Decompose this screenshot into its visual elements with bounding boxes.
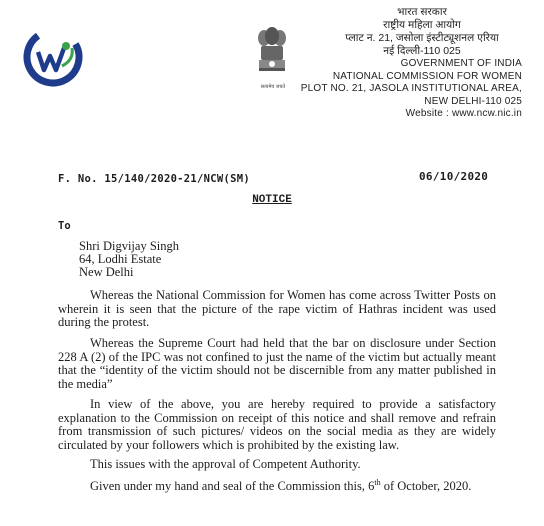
- ncw-logo-icon: [22, 26, 84, 88]
- to-label: To: [58, 220, 71, 232]
- emblem-caption: सत्यमेव जयते: [260, 84, 286, 90]
- closing-text-end: of October, 2020.: [380, 479, 472, 493]
- paragraph: Whereas the National Commission for Women has come across Twitter Posts on wherein it is seen that the picture of the rape victim of Hathras incident was used during the protest.: [58, 288, 496, 329]
- closing-paragraph: [58, 477, 496, 494]
- addressee-line: New Delhi: [79, 265, 134, 279]
- english-line: GOVERNMENT OF INDIA: [400, 58, 522, 69]
- english-line: NATIONAL COMMISSION FOR WOMEN: [332, 70, 522, 82]
- closing-text: Given under my hand and seal of the Commission this, 6: [90, 479, 375, 493]
- addressee-block: [79, 240, 179, 279]
- english-line: PLOT NO. 21, JASOLA INSTITUTIONAL AREA,: [300, 83, 522, 94]
- hindi-line: भारत सरकार: [397, 6, 447, 18]
- notice-title: NOTICE: [252, 194, 292, 206]
- letter-date: 06/10/2020: [419, 170, 489, 183]
- english-line: NEW DELHI-110 025: [424, 95, 522, 107]
- file-number: F. No. 15/140/2020-21/NCW(SM): [58, 173, 251, 185]
- closing-superscript: th: [374, 477, 381, 487]
- paragraph: This issues with the approval of Competent Authority.: [90, 457, 361, 471]
- english-address: [282, 58, 522, 121]
- letterhead: [282, 6, 522, 121]
- website-line: Website : www.ncw.nic.in: [405, 108, 522, 119]
- hindi-address: [282, 6, 522, 58]
- hindi-line: नई दिल्ली-110 025: [383, 45, 461, 57]
- paragraph: In view of the above, you are hereby required to provide a satisfactory explanation to the Commission on receipt of this notice and shall remove and refrain from transmission of such pictures/ videos on the social media as they are widely circulated by your followers which is prohibited by the existing law.: [58, 397, 496, 452]
- addressee-line: Shri Digvijay Singh: [79, 239, 180, 253]
- hindi-line: राष्ट्रीय महिला आयोग: [383, 19, 461, 31]
- addressee-line: 64, Lodhi Estate: [79, 252, 162, 266]
- paragraph: Whereas the Supreme Court had held that the bar on disclosure under Section 228 A (2) of the IPC was not confined to just the name of the victim but actually meant that the “identity of the victim should not be discernible from any matter published in the media”: [58, 336, 496, 391]
- hindi-line: प्लाट न. 21, जसोला इंस्टीट्यूशनल एरिया: [345, 32, 499, 44]
